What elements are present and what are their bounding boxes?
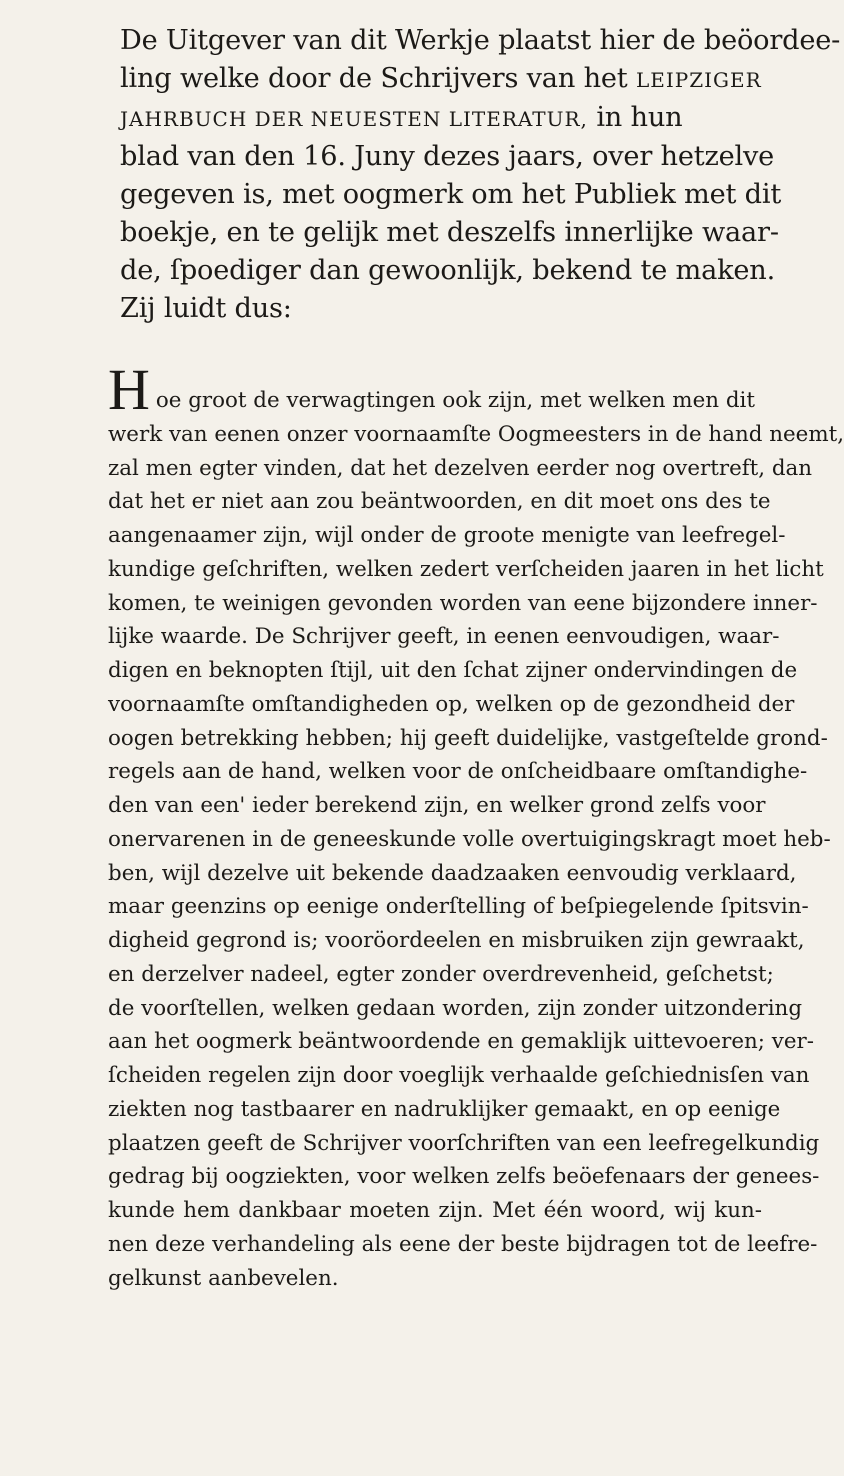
review-line: ſcheiden regelen zijn door voeglijk verhaalde geſchiednisſen van	[108, 1063, 810, 1088]
review-text	[108, 357, 844, 1295]
review-line: den van een' ieder berekend zijn, en welker grond zelfs voor	[108, 793, 766, 818]
review-line: digen en beknopten ſtijl, uit den ſchat zijner ondervindingen de	[108, 658, 798, 683]
review-line: de voorſtellen, welken gedaan worden, zijn zonder uitzondering	[108, 995, 803, 1021]
review-line: gedrag bij oogziekten, voor welken zelfs beöefenaars der genees-	[108, 1164, 820, 1190]
intro-line-text: ling welke door de Schrijvers van het	[120, 63, 628, 94]
review-line: dat het er niet aan zou beäntwoorden, en dit moet ons des te	[108, 489, 771, 515]
review-line: lijke waarde. De Schrijver geeft, in eenen eenvoudigen, waar-	[108, 624, 780, 650]
intro-line: de, ſpoediger dan gewoonlijk, bekend te maken.	[120, 255, 776, 286]
intro-line: gegeven is, met oogmerk om het Publiek met dit	[120, 179, 782, 210]
review-line: ben, wijl dezelve uit bekende daadzaaken eenvoudig verklaard,	[108, 860, 797, 886]
review-line: kundige geſchriften, welken zedert verſcheiden jaaren in het licht	[108, 556, 824, 582]
review-line: zal men egter vinden, dat het dezelven eerder nog overtreft, dan	[108, 455, 813, 481]
review-line: aangenaamer zijn, wijl onder de groote menigte van leefregel-	[108, 523, 786, 548]
review-line: plaatzen geeft de Schrijver voorſchriften van een leefregelkundig	[108, 1130, 820, 1156]
review-line: ziekten nog tastbaarer en nadruklijker gemaakt, en op eenige	[108, 1096, 781, 1122]
review-line: digheid gegrond is; vooröordeelen en misbruiken zijn gewraakt,	[108, 928, 805, 953]
publisher-note	[120, 22, 841, 328]
intro-line	[120, 60, 762, 99]
journal-name-part-1: LEIPZIGER	[635, 68, 762, 92]
review-first-line	[108, 357, 762, 422]
journal-name-part-2: JAHRBUCH DER NEUESTEN LITERATUR,	[120, 107, 588, 131]
review-line: onervarenen in de geneeskunde volle overtuigingskragt moet heb-	[108, 826, 831, 852]
intro-line: De Uitgever van dit Werkje plaatst hier de beöordee-	[120, 25, 841, 56]
review-line: komen, te weinigen gevonden worden van eene bijzondere inner-	[108, 590, 818, 616]
intro-line: boekje, en te gelijk met deszelfs innerlijke waar-	[120, 217, 779, 248]
review-line: oogen betrekking hebben; hij geeft duidelijke, vastgeſtelde grond-	[108, 725, 828, 751]
review-line: maar geenzins op eenige onderſtelling of beſpiegelende ſpitsvin-	[108, 894, 809, 920]
review-line: regels aan de hand, welken voor de onſcheidbaare omſtandighe-	[108, 759, 808, 785]
review-line: voornaamſte omſtandigheden op, welken op de gezondheid der	[108, 691, 795, 717]
review-line: kunde hem dankbaar moeten zijn. Met één woord, wij kun-	[108, 1198, 762, 1223]
drop-capital: H	[108, 357, 150, 422]
intro-line: Zij luidt dus:	[120, 293, 292, 324]
intro-line-text: in hun	[596, 102, 683, 133]
review-line: gelkunst aanbevelen.	[108, 1265, 339, 1291]
review-line: werk van eenen onzer voornaamſte Oogmeesters in de hand neemt,	[108, 421, 844, 447]
intro-line	[120, 99, 762, 138]
review-first-line-text: oe groot de verwagtingen ook zijn, met welken men dit	[155, 388, 755, 413]
review-line: aan het oogmerk beäntwoordende en gemaklijk uittevoeren; ver-	[108, 1029, 814, 1055]
review-line: en derzelver nadeel, egter zonder overdrevenheid, geſchetst;	[108, 961, 774, 987]
review-line: nen deze verhandeling als eene der beste bijdragen tot de leefre-	[108, 1231, 818, 1257]
intro-line: blad van den 16. Juny dezes jaars, over hetzelve	[120, 141, 775, 172]
